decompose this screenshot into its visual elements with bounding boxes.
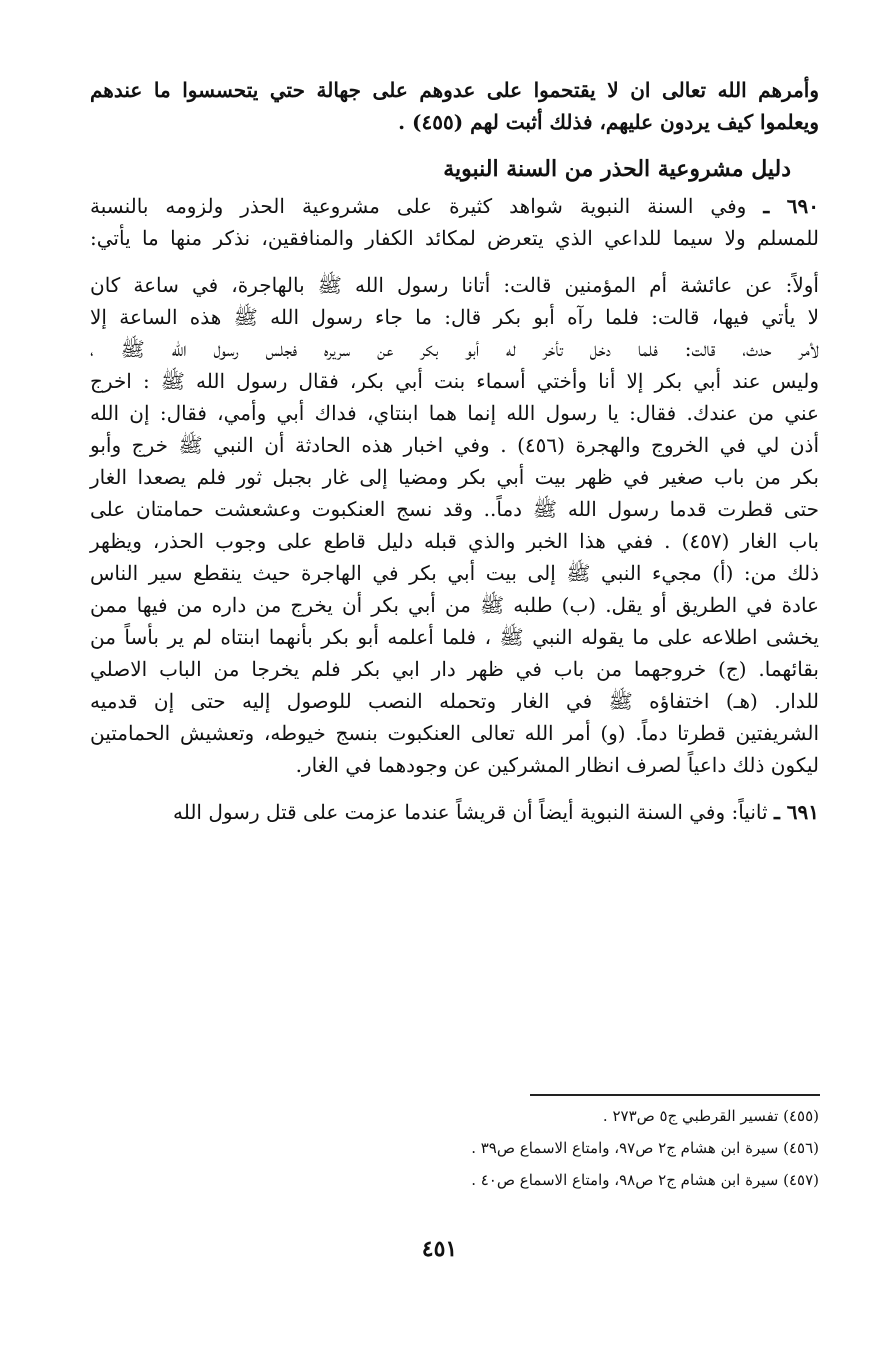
section-heading: دليل مشروعية الحذر من السنة النبوية [443, 156, 791, 182]
footnote-457: (٤٥٧) سيرة ابن هشام ج٢ ص٩٨، وامتاع الاسماع ص٤٠ . [471, 1171, 819, 1189]
first-line-8: حتى قطرت قدما رسول الله ﷺ دماً.. وقد نسج العنكبوت وعشعشت حمامتان على [90, 497, 819, 521]
paragraph-690-line-1 [90, 194, 819, 226]
first-line-16: ليكون ذلك داعياً لصرف انظار المشركين عن وجودهما في الغار. [295, 753, 819, 777]
footnote-455: (٤٥٥) تفسير القرطبي ج٥ ص٢٧٣ . [602, 1107, 819, 1125]
first-line-4: وليس عند أبي بكر إلا أنا وأختي أسماء بنت أبي بكر، فقال رسول الله ﷺ : اخرج [90, 369, 819, 393]
footnote-456: (٤٥٦) سيرة ابن هشام ج٢ ص٩٧، وامتاع الاسماع ص٣٩ . [471, 1139, 819, 1157]
first-line-13: بقائهما. (ج) خروجهما من باب في ظهر دار ابي بكر فلم يخرجا من الباب الاصلي [90, 657, 819, 681]
first-line-15: الشريفتين قطرتا دماً. (و) أمر الله تعالى العنكبوت بنسج خيوطه، وتعشيش الحمامتين [90, 721, 819, 745]
first-line-12: يخشى اطلاعه على ما يقوله النبي ﷺ ، فلما أعلمه أبو بكر بأنهما ابنتاه لم ير بأساً من [90, 625, 820, 649]
paragraph-691 [90, 800, 819, 832]
first-line-10: ذلك من: (أ) مجيء النبي ﷺ إلى بيت أبي بكر في الهاجرة حيث ينقطع سير الناس [90, 561, 819, 585]
footnote-separator [530, 1094, 820, 1096]
page-body [90, 78, 819, 832]
paragraph-number-691: ٦٩١ ـ [773, 800, 819, 824]
first-line-9: باب الغار (٤٥٧) . ففي هذا الخبر والذي قبله دليل قاطع على وجوب الحذر، ويظهر [90, 529, 819, 553]
first-line-2: لا يأتي فيها، قالت: فلما رآه أبو بكر قال: ما جاء رسول الله ﷺ هذه الساعة إلا [90, 305, 819, 329]
first-line-14: للدار. (هـ) اختفاؤه ﷺ في الغار وتحمله النصب للوصول إليه حتى إن قدميه [90, 689, 819, 713]
paragraph-690 [90, 194, 819, 258]
first-line-5: عني من عندك. فقال: يا رسول الله إنما هما ابنتاي، فداك أبي وأمي، فقال: إن الله [90, 401, 819, 425]
paragraph-690-text-1: وفي السنة النبوية شواهد كثيرة على مشروعية الحذر ولزومه بالنسبة [90, 194, 747, 218]
paragraph-691-text: ثانياً: وفي السنة النبوية أيضاً أن قريشاً عندما عزمت على قتل رسول الله [172, 800, 768, 824]
intro-paragraph [90, 78, 819, 142]
first-line-3: لأمر حدث، قالت: فلما دخل تأخر له أبو بكر عن سريره فجلس رسول الله ﷺ ، [90, 337, 819, 361]
paragraph-first-evidence [90, 273, 819, 785]
paragraph-number-690: ٦٩٠ ـ [763, 194, 819, 218]
first-line-7: بكر من باب صغير في ظهر بيت أبي بكر ومضيا إلى غار بجبل ثور فلم يصعدا الغار [90, 465, 819, 489]
intro-line-1: وأمرهم الله تعالى ان لا يقتحموا على عدوهم على جهالة حتي يتحسسوا ما عندهم [90, 78, 819, 102]
paragraph-691-line-1 [90, 800, 819, 832]
first-line-6: أذن لي في الخروج والهجرة (٤٥٦) . وفي اخبار هذه الحادثة أن النبي ﷺ خرج وأبو [90, 433, 820, 457]
footnotes [90, 1106, 819, 1202]
intro-line-2: ويعلموا كيف يردون عليهم، فذلك أثبت لهم (٤٥٥) . [398, 110, 819, 134]
first-line-1: أولاً: عن عائشة أم المؤمنين قالت: أتانا رسول الله ﷺ بالهاجرة، في ساعة كان [90, 273, 819, 297]
first-line-11: عادة في الطريق أو يقل. (ب) طلبه ﷺ من أبي بكر أن يخرج من داره من فيها ممن [90, 593, 819, 617]
paragraph-690-line-2: للمسلم ولا سيما للداعي الذي يتعرض لمكائد الكفار والمنافقين، نذكر منها ما يأتي: [90, 226, 819, 250]
page-number: ٤٥١ [421, 1236, 458, 1262]
